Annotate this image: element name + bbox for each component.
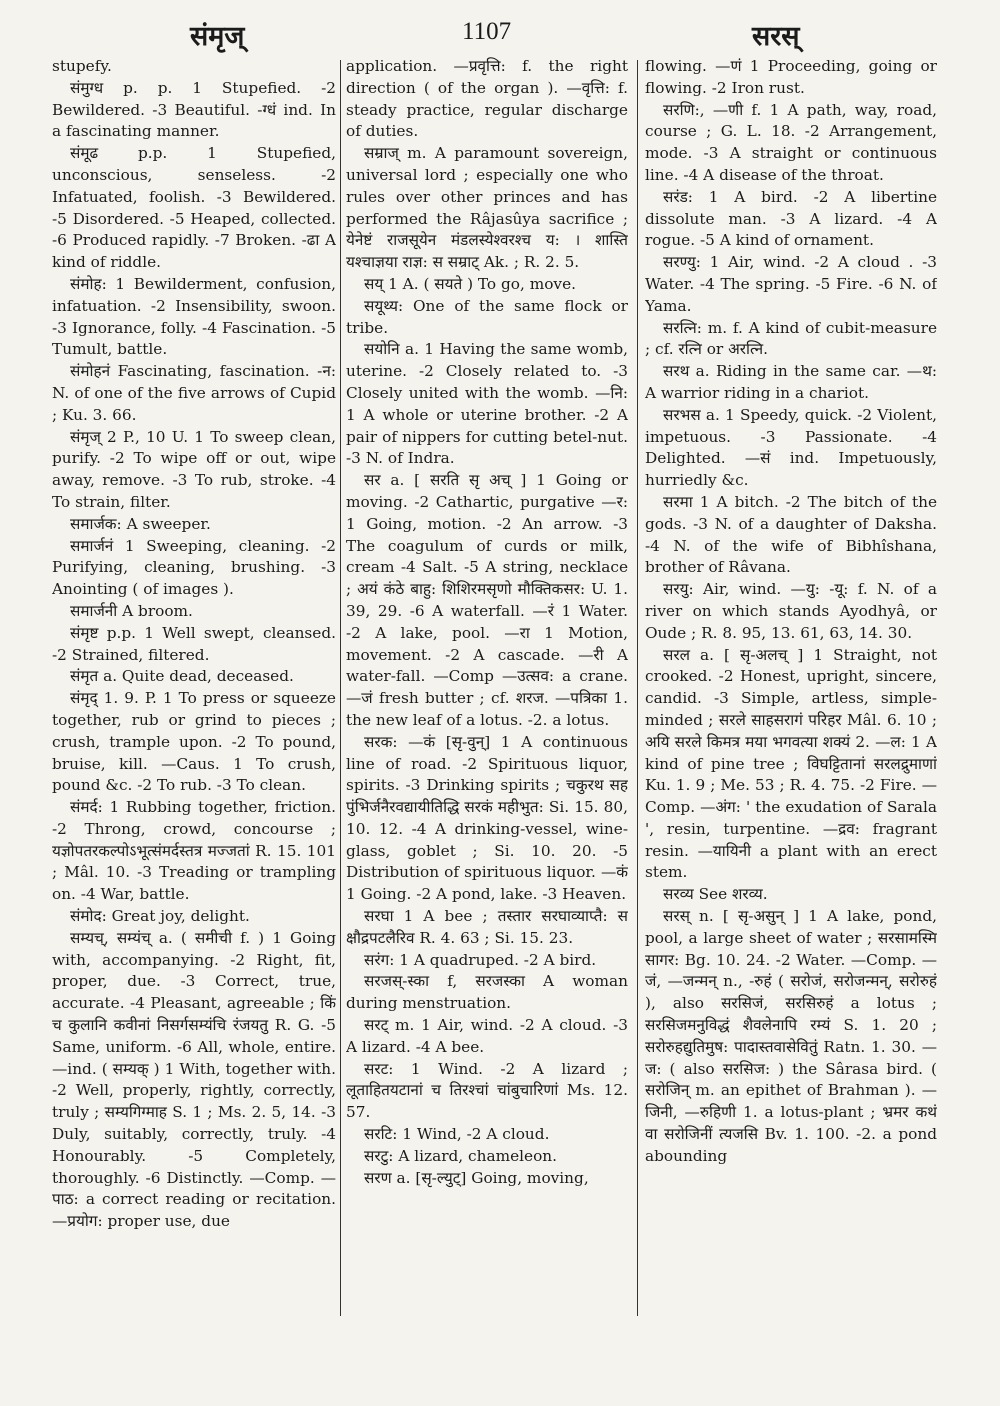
dictionary-entry: सम्यच्, सम्यंच् a. ( समीची f. ) 1 Going with, accompanying. -2 Right, fit, proper, due. -3 Correct, true, accurate. -4 Pleasant, agreeable ; किं च कुलानि कवीनां निसर्गसम्यंचि रंजयतु R. G. -5 Same, uniform. -6 All, whole, entire. —ind. ( सम्यक् ) 1 With, together with. -2 Well, properly, rightly, correctly, truly ; सम्यगिग्माह S. 1 ; Ms. 2. 5, 14. -3 Duly, suitably, correctly, truly. -4 Honourably. -5 Completely, thoroughly. -6 Distinctly. —Comp. —पाठ: a correct reading or recitation. —प्रयोग: proper use, due bbox=[52, 928, 336, 1231]
column-1 bbox=[52, 56, 336, 1320]
dictionary-entry: सरण्यु: 1 Air, wind. -2 A cloud . -3 Water. -4 The spring. -5 Fire. -6 N. of Yama. bbox=[645, 253, 937, 315]
column-3 bbox=[645, 56, 937, 1320]
dictionary-entry: संमोहनं Fascinating, fascination. -न: N. of one of the five arrows of Cupid ; Ku. 3. 66. bbox=[52, 362, 336, 424]
column-divider bbox=[340, 60, 341, 1316]
dictionary-entry: संमृद् 1. 9. P. 1 To press or squeeze together, rub or grind to pieces ; crush, trample upon. -2 To pound, bruise, kill. —Caus. 1 To crush, pound &c. -2 To rub. -3 To clean. bbox=[52, 689, 336, 795]
column-2 bbox=[346, 56, 628, 1320]
dictionary-entry: सरट् m. 1 Air, wind. -2 A cloud. -3 A lizard. -4 A bee. bbox=[346, 1016, 628, 1056]
dictionary-entry: संमृज् 2 P., 10 U. 1 To sweep clean, purify. -2 To wipe off or out, wipe away, remove. -3 To rub, stroke. -4 To strain, filter. bbox=[52, 427, 336, 511]
dictionary-entry: सरण a. [सृ-ल्युट्] Going, moving, bbox=[364, 1168, 589, 1187]
dictionary-entry: सरयु: Air, wind. —यु: -यू: f. N. of a river on which stands Ayodhyâ, or Oude ; R. 8. 95, 13. 61, 63, 14. 30. bbox=[645, 580, 937, 642]
dictionary-entry: सरभस a. 1 Speedy, quick. -2 Violent, impetuous. -3 Passionate. -4 Delighted. —सं ind. Impetuously, hurriedly &c. bbox=[645, 405, 937, 490]
page-number: 1107 bbox=[462, 18, 512, 45]
dictionary-entry: सर a. [ सरति सृ अच् ] 1 Going or moving. -2 Cathartic, purgative —र: 1 Going, motion. -2 An arrow. -3 The coagulum of curds or milk, cream -4 Salt. -5 A string, necklace ; अयं कंठे बाहु: शिशिरमसृणो मौक्तिकसर: U. 1. 39, 29. -6 A waterfall. —रं 1 Water. -2 A lake, pool. —रा 1 Motion, movement. -2 A cascade. —री A water-fall. —Comp —उत्सव: a crane. —जं fresh butter ; cf. शरज. —पत्रिका 1. the new leaf of a lotus. -2. a lotus. bbox=[346, 471, 628, 729]
dictionary-entry: सरट: 1 Wind. -2 A lizard ; लूताहितयटानां च तिरश्चां चांबुचारिणां Ms. 12. 57. bbox=[346, 1059, 628, 1122]
dictionary-entry: stupefy. bbox=[52, 57, 112, 75]
dictionary-entry: सरक: —कं [सृ-वुन्] 1 A continuous line of road. -2 Spirituous liquor, spirits. -3 Drinking spirits ; चकुरथ सह पुंभिर्जनैरवद्यायीतिद्धि सरकं महीभुत: Si. 15. 80, 10. 12. -4 A drinking-vessel, wine-glass, goblet ; Si. 10. 20. -5 Distribution of spirituous liquor. —कं 1 Going. -2 A pond, lake. -3 Heaven. bbox=[346, 732, 628, 904]
dictionary-entry: सरणि:, —णी f. 1 A path, way, road, course ; G. L. 18. -2 Arrangement, mode. -3 A straight or continuous line. -4 A disease of the throat. bbox=[645, 100, 937, 184]
dictionary-entry: सरजस्-स्का f, सरजस्का A woman during menstruation. bbox=[346, 972, 628, 1013]
dictionary-entry: संमूढ p.p. 1 Stupefied, unconscious, senseless. -2 Infatuated, foolish. -3 Bewildered. -5 Disordered. -5 Heaped, collected. -6 Produced rapidly. -7 Broken. -ढा A kind of riddle. bbox=[52, 144, 336, 272]
right-running-headword: सरस् bbox=[752, 21, 800, 52]
dictionary-entry: सरघा 1 A bee ; तस्तार सरघाव्याप्तै: स क्षौद्रपटलैरिव R. 4. 63 ; Si. 15. 23. bbox=[346, 907, 628, 947]
dictionary-entry: सरथ a. Riding in the same car. —थ: A warrior riding in a chariot. bbox=[645, 362, 937, 402]
column-divider bbox=[637, 60, 638, 1316]
dictionary-entry: संमुग्ध p. p. 1 Stupefied. -2 Bewildered. -3 Beautiful. -ग्धं ind. In a fascinating manner. bbox=[52, 78, 336, 141]
dictionary-entry: flowing. —णं 1 Proceeding, going or flowing. -2 Iron rust. bbox=[645, 57, 937, 97]
dictionary-entry: सयूथ्य: One of the same flock or tribe. bbox=[346, 296, 628, 337]
dictionary-entry: सम्राज् m. A paramount sovereign, universal lord ; especially one who rules over other princes and has performed the Râjasûya sacrifice ; येनेष्टं राजसूयेन मंडलस्येश्वरश्च य: । शास्ति यश्चाज्ञया राज्ञ: स सम्राट् Ak. ; R. 2. 5. bbox=[346, 144, 628, 272]
dictionary-entry: application. —प्रवृत्ति: f. the right direction ( of the organ ). —वृत्ति: f. steady practice, regular discharge of duties. bbox=[346, 57, 628, 141]
dictionary-entry: सरव्य See शरव्य. bbox=[663, 885, 768, 904]
dictionary-entry: संमृष्ट p.p. 1 Well swept, cleansed. -2 Strained, filtered. bbox=[52, 623, 336, 664]
dictionary-entry: सरस् n. [ सृ-असुन् ] 1 A lake, pond, pool, a large sheet of water ; सरसामस्मि सागर: Bg. 10. 24. -2 Water. —Comp. —जं, —जन्मन् n., -रुहं ( सरोजं, सरोजन्मन्, सरोरुहं ), also सरसिजं, सरसिरुहं a lotus ; सरसिजमनुविद्धं शैवलेनापि रम्यं S. 1. 20 ; सरोरुहद्युतिमुष: पादास्तवासेवितुं Ratn. 1. 30. —ज: ( also सरसिज: ) the Sârasa bird. ( सरोजिन् m. an epithet of Brahman ). —जिनी, —रुहिणी 1. a lotus-plant ; भ्रमर कथं वा सरोजिनीं त्यजसि Bv. 1. 100. -2. a pond abounding bbox=[645, 907, 937, 1165]
dictionary-entry: संमृत a. Quite dead, deceased. bbox=[70, 667, 294, 686]
dictionary-entry: सरटि: 1 Wind, -2 A cloud. bbox=[364, 1125, 550, 1144]
dictionary-entry: सरटु: A lizard, chameleon. bbox=[364, 1146, 557, 1165]
dictionary-entry: सय् 1 A. ( सयते ) To go, move. bbox=[364, 274, 576, 293]
dictionary-entry: सरल a. [ सृ-अलच् ] 1 Straight, not crooked. -2 Honest, upright, sincere, candid. -3 Simple, artless, simple-minded ; सरले साहसरागं परिहर Mâl. 6. 10 ; अयि सरले किमत्र मया भगवत्या शक्यं 2. —ल: 1 A kind of pine tree ; विघट्टितानां सरलद्रुमाणां Ku. 1. 9 ; Me. 53 ; R. 4. 75. -2 Fire. —Comp. —अंग: ' the exudation of Sarala ', resin, turpentine. —द्रव: fragrant resin. —यायिनी a plant with an erect stem. bbox=[645, 645, 937, 882]
dictionary-entry: सरमा 1 A bitch. -2 The bitch of the gods. -3 N. of a daughter of Daksha. -4 N. of the wife of Bibhîshana, brother of Râvana. bbox=[645, 492, 937, 577]
left-running-headword: संमृज् bbox=[190, 21, 245, 52]
dictionary-entry: सरंड: 1 A bird. -2 A libertine dissolute man. -3 A lizard. -4 A rogue. -5 A kind of ornament. bbox=[645, 187, 937, 250]
dictionary-entry: सरत्नि: m. f. A kind of cubit-measure ; cf. रत्नि or अरत्नि. bbox=[645, 318, 937, 359]
page-header bbox=[0, 14, 1000, 50]
dictionary-entry: समार्जनं 1 Sweeping, cleaning. -2 Purifying, cleaning, brushing. -3 Anointing ( of images ). bbox=[52, 536, 336, 599]
dictionary-entry: समार्जक: A sweeper. bbox=[70, 514, 211, 533]
dictionary-entry: सयोनि a. 1 Having the same womb, uterine. -2 Closely related to. -3 Closely united with the womb. —नि: 1 A whole or uterine brother. -2 A pair of nippers for cutting betel-nut. -3 N. of Indra. bbox=[346, 340, 628, 468]
dictionary-entry: संमर्द: 1 Rubbing together, friction. -2 Throng, crowd, concourse ; यज्ञोपतरकल्पोऽभूत्संमर्दस्तत्र मज्जतां R. 15. 101 ; Mâl. 10. -3 Treading or trampling on. -4 War, battle. bbox=[52, 798, 336, 904]
dictionary-entry: समार्जनी A broom. bbox=[70, 601, 193, 620]
dictionary-entry: संमोद: Great joy, delight. bbox=[70, 907, 250, 926]
dictionary-entry: सरंग: 1 A quadruped. -2 A bird. bbox=[364, 950, 597, 969]
dictionary-entry: संमोह: 1 Bewilderment, confusion, infatuation. -2 Insensibility, swoon. -3 Ignorance, folly. -4 Fascination. -5 Tumult, battle. bbox=[52, 274, 336, 359]
